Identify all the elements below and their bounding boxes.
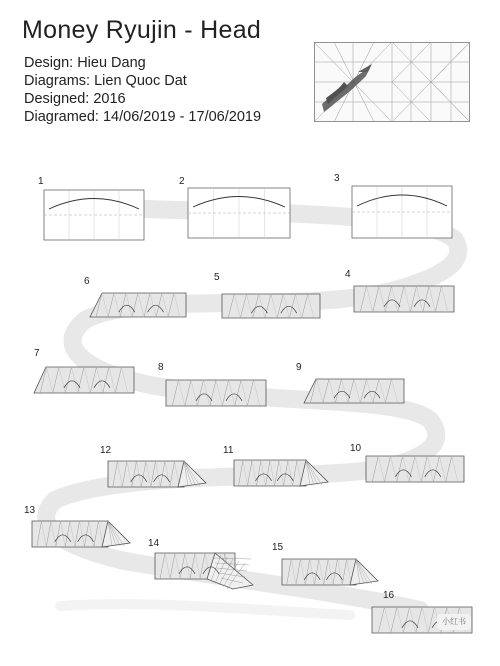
step-number-6: 6 — [84, 276, 90, 287]
diagramed-dates: Diagramed: 14/06/2019 - 17/06/2019 — [24, 109, 262, 125]
folded-model — [108, 461, 184, 487]
step-number-9: 9 — [296, 362, 302, 373]
folded-model — [32, 521, 108, 547]
step-number-11: 11 — [223, 445, 234, 456]
step-number-1: 1 — [38, 176, 44, 187]
folded-model — [222, 294, 320, 318]
step-number-2: 2 — [179, 176, 185, 187]
step-number-14: 14 — [148, 538, 160, 549]
step-number-12: 12 — [100, 445, 112, 456]
step-number-8: 8 — [158, 362, 164, 373]
folded-model — [354, 286, 454, 312]
step-model-2 — [188, 188, 290, 238]
step-number-13: 13 — [24, 505, 36, 516]
step-model-4 — [354, 286, 454, 312]
step-model-12 — [108, 461, 206, 487]
step-model-1 — [44, 190, 144, 240]
page-title: Money Ryujin - Head — [22, 16, 262, 44]
step-number-16: 16 — [383, 590, 395, 601]
step-model-3 — [352, 186, 452, 238]
step-number-7: 7 — [34, 348, 40, 359]
step-number-5: 5 — [214, 272, 220, 283]
step-number-4: 4 — [345, 269, 351, 280]
step-number-10: 10 — [350, 443, 362, 454]
step-number-3: 3 — [334, 173, 340, 184]
step-model-7 — [34, 367, 134, 393]
step-model-11 — [234, 460, 328, 486]
folded-model — [234, 460, 306, 486]
step-model-5 — [222, 294, 320, 318]
step-model-15 — [282, 559, 378, 585]
step-path-ribbon — [46, 205, 458, 610]
step-model-13 — [32, 521, 130, 547]
watermark-badge: 小红书 — [437, 614, 471, 630]
folded-model — [34, 367, 134, 393]
folded-model — [304, 379, 404, 403]
folded-model — [366, 456, 464, 482]
step-number-15: 15 — [272, 542, 284, 553]
step-model-8 — [166, 380, 266, 406]
folded-model — [90, 293, 186, 317]
designed-year: Designed: 2016 — [24, 91, 126, 107]
diagrams-credit: Diagrams: Lien Quoc Dat — [24, 73, 187, 89]
step-model-9 — [304, 379, 404, 403]
design-credit: Design: Hieu Dang — [24, 55, 146, 71]
folded-model — [282, 559, 356, 585]
folded-model — [166, 380, 266, 406]
ghost-shadow — [60, 604, 350, 615]
step-model-6 — [90, 293, 186, 317]
step-model-10 — [366, 456, 464, 482]
